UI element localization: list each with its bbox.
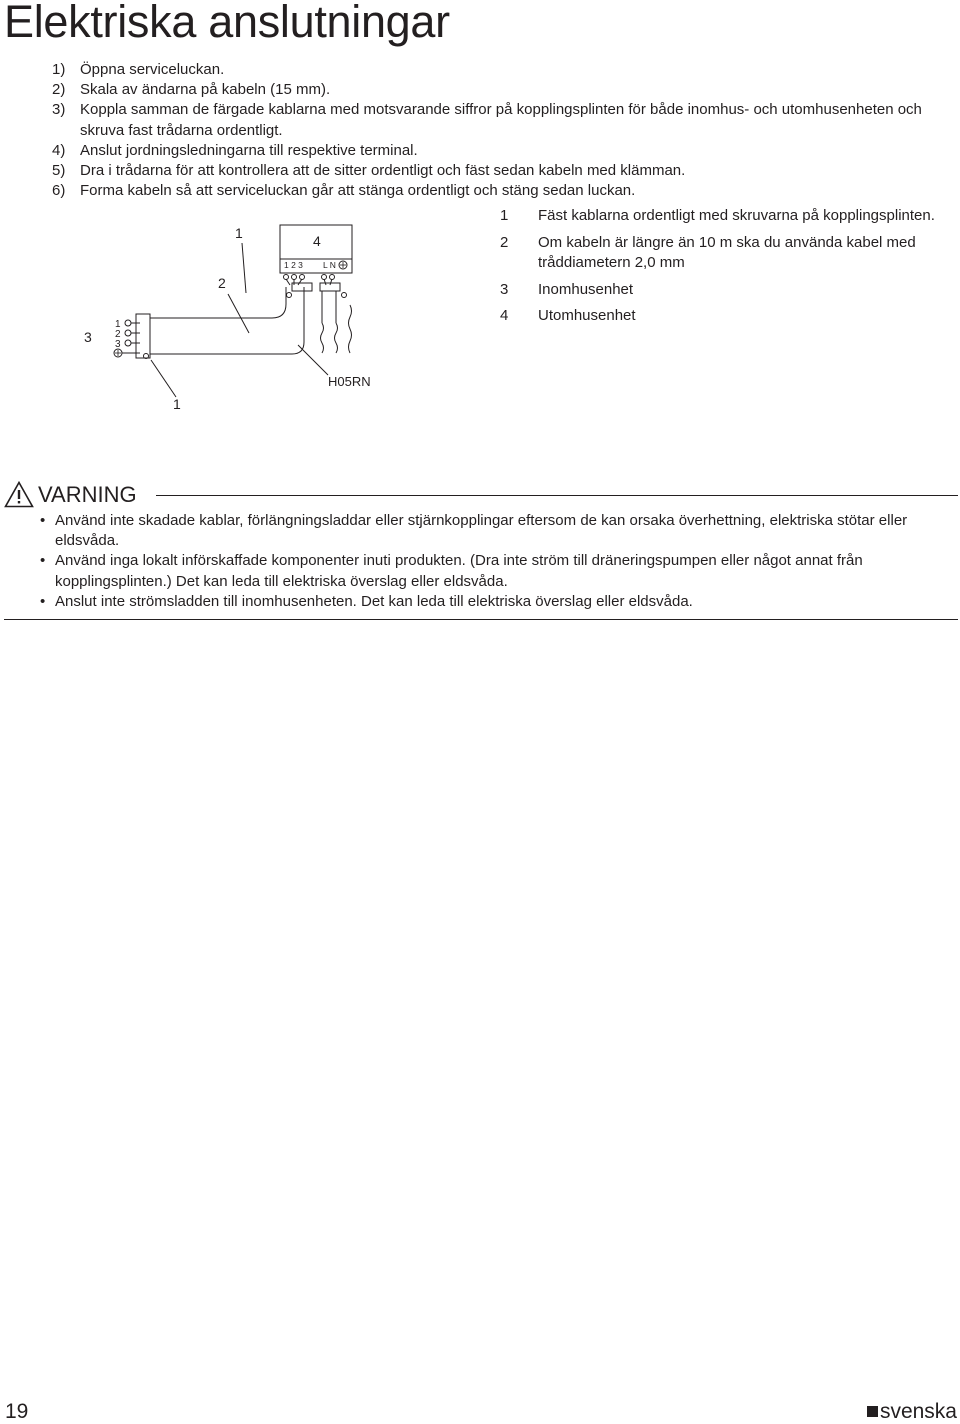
legend-number: 4 [500,307,509,324]
step-text: Koppla samman de färgade kablarna med motsvarande siffror på kopplingsplinten för både inomhus- och utomhusenheten och skruva fast trådarna ordentligt. [80,101,922,139]
legend-text: Fäst kablarna ordentligt med skruvarna på kopplingsplinten. [538,207,935,224]
step-item [52,161,932,181]
warning-section [4,479,958,620]
cable-label: H05RN [328,374,371,389]
step-number: 1) [52,61,66,78]
legend-text: Om kabeln är längre än 10 m ska du använda kabel med tråddiametern 2,0 mm [538,233,916,271]
step-item [52,100,932,140]
step-text: Anslut jordningsledningarna till respektive terminal. [80,141,418,159]
instruction-steps [52,60,932,201]
square-bullet-icon [867,1406,878,1417]
warning-item: • Använd inga lokalt införskaffade komponenter inuti produkten. (Dra inte ström till dräneringspumpen eller något annat från kopplingsplinten.) Det kan leda till elektriska överslag eller eldsvåda. [55,551,958,591]
power-supply-cable [322,291,336,323]
step-number: 4) [52,141,66,159]
step-number: 5) [52,162,66,180]
indoor-terminal-3: 3 [115,339,121,350]
step-item [52,141,932,161]
warning-bottom-rule [4,619,958,620]
step-number: 3) [52,101,66,119]
indoor-terminal-1: 1 [115,319,121,330]
legend-item [500,280,940,301]
language-text: svenska [879,1400,957,1423]
warning-header [4,479,958,511]
callout-1-bottom: 1 [173,396,181,412]
warning-list [4,511,958,612]
legend-item [500,306,940,327]
step-text: Skala av ändarna på kabeln (15 mm). [80,81,331,99]
indoor-terminal-block [114,314,150,359]
language-label [867,1400,957,1424]
warning-item: • Använd inte skadade kablar, förlängningsladdar eller stjärnkopplingar eftersom de kan orsaka överhettning, elektriska stötar eller eldsvåda. [55,511,958,551]
page-number: 19 [5,1400,29,1423]
legend-number: 3 [500,280,509,298]
step-text: Dra i trådarna för att kontrollera att de sitter ordentligt och fäst sedan kabeln med klämman. [80,162,686,180]
wiring-diagram [60,215,480,415]
page-title: Elektriska anslutningar [4,0,450,47]
leader-line-1-top [242,243,246,293]
step-item [52,60,932,80]
callout-2: 2 [218,275,226,291]
warning-item: • Anslut inte strömsladden till inomhusenheten. Det kan leda till elektriska överslag eller eldsvåda. [55,592,958,612]
warning-triangle-icon [4,481,34,508]
step-item [52,181,932,201]
warning-title: VARNING [38,482,137,507]
step-number: 2) [52,81,66,99]
callout-4: 4 [313,233,321,249]
leader-line-1-bottom [151,360,176,397]
step-text: Forma kabeln så att serviceluckan går att stänga ordentligt och stäng sedan luckan. [80,182,636,200]
legend-item [500,233,940,274]
diagram-legend [500,206,940,333]
outdoor-terminal-label-ln: L N [323,260,336,270]
legend-number: 2 [500,233,509,251]
callout-1-top: 1 [235,225,243,241]
callout-3: 3 [84,329,92,345]
step-text: Öppna serviceluckan. [80,61,225,78]
legend-text: Inomhusenhet [538,280,634,298]
warning-divider [156,495,958,496]
indoor-terminal-2: 2 [115,329,121,340]
legend-item [500,206,940,227]
outdoor-terminal-label-123: 1 2 3 [284,260,303,270]
legend-text: Utomhusenhet [538,307,636,324]
step-number: 6) [52,182,66,200]
step-item [52,80,932,100]
legend-number: 1 [500,207,509,224]
leader-line-2 [228,294,249,333]
connecting-cable [150,287,304,354]
